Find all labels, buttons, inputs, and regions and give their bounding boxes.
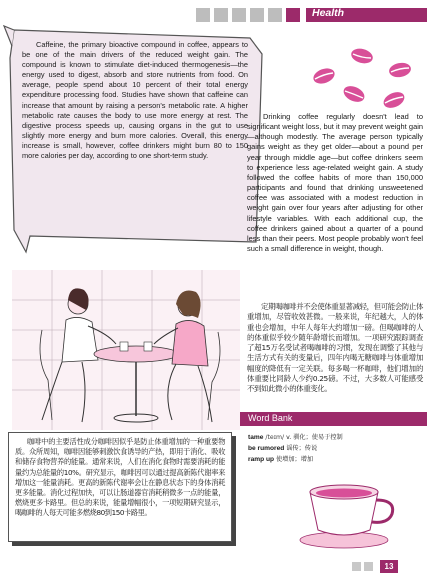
- cafe-illustration: [12, 270, 240, 430]
- word-bank-title: Word Bank: [248, 413, 293, 423]
- word-term: ramp up: [248, 456, 275, 463]
- header-square: [286, 8, 300, 22]
- page-number: 13: [380, 560, 398, 573]
- speech-bubble: [0, 24, 266, 254]
- header-square: [196, 8, 210, 22]
- word-bank-item: [248, 443, 426, 454]
- header-square: [214, 8, 228, 22]
- word-bank-item: [248, 432, 426, 443]
- coffee-cup-icon: [296, 478, 404, 550]
- word-bank-item: [248, 454, 426, 465]
- section-header: [196, 4, 427, 26]
- header-square: [232, 8, 246, 22]
- bubble-paragraph: Caffeine, the primary bioactive compound in coffee, appears to be one of the main drivers of the reduced weight gain. The compound is known to stimulate diet-induced thermogenesis—the energy used to digest, absorb and store nutrients from food. On average, people spend about 10 percent of their total energy expenditure processing food. Studies have shown that caffeine can increase that amount by raising a person's metabolic rate. A higher metabolic rate causes the body to use more energy at rest. The digestive process speeds up, causing organs in the gut to use slightly more energy and burn more calories. Overall, this energy increase is small, however, coffee drinkers might burn 80 to 150 more calories per day, according to one short-term study.: [22, 40, 248, 161]
- chinese-translation-text: 咖啡中的主要活性成分咖啡因似乎是防止体重增加的一种重要物质。众所周知，咖啡因能够刺激饮食诱导的产热，即用于消化、吸收和储存食物营养的能量。通常来说，人们在消化食物时需要消耗的能量约为总能量的10%。研究显示，咖啡因可以通过提高新陈代谢率来增加这一能量消耗。更高的新陈代谢率会让在静息状态下的身体消耗更多能量。消化过程加快，可以让肠道器官消耗稍微多一点的能量，燃烧更多卡路里。但总的来说，能量增幅很小，一项短期研究显示，喝咖啡的人每天可能多燃烧80到150卡路里。: [15, 437, 225, 518]
- header-square: [250, 8, 264, 22]
- word-gloss: v. 驯化；使易于控制: [286, 434, 343, 441]
- page-square: [352, 562, 361, 571]
- word-term: tame: [248, 434, 264, 441]
- chinese-translation-box: [8, 432, 232, 542]
- word-phonetic: /teɪm/: [265, 434, 285, 441]
- word-term: be rumored: [248, 445, 285, 452]
- page-square: [364, 562, 373, 571]
- header-square: [268, 8, 282, 22]
- coffee-beans-icon: [296, 36, 424, 112]
- right-chinese-paragraph: 定期喝咖啡并不会使体重显著减轻，但可能会防止体重增加，尽管收效甚微。一般来说，年纪越大，人的体重也会增加，中年人每年大约增加一磅。但喝咖啡的人的体重似乎较少随年龄增长而增加。一项研究跟踪调查了超15万名受试者喝咖啡的习惯，发现在调整了其他与生活方式有关的变量后，四年内喝无糖咖啡与体重增加幅度的降低有一定关联。每多喝一杯咖啡，他们增加的体重要比同龄人少约0.25磅。不过，大多数人可能感受不到如此微小的体重变化。: [247, 302, 423, 394]
- section-label: Health: [312, 7, 345, 19]
- word-gloss: 谣传；传说: [286, 445, 318, 452]
- word-bank-list: [248, 432, 426, 465]
- word-gloss: 使增加；增加: [275, 456, 314, 463]
- right-english-paragraph: Drinking coffee regularly doesn't lead to significant weight loss, but it may prevent weight gain—although modestly. The average person typically gains weight as they get older—about a pound per year through middle age—but coffee drinkers seem to experience less age-related weight gain. A study followed the coffee habits of more than 150,000 participants and found that drinking unsweetened coffee was associated with a modest reduction in weight gain over four years after adjusting for other lifestyle variables. With each additional cup, the coffee drinkers gained about a quarter of a pound less than their peers. Most people probably won't feel such a small difference in weight, though.: [247, 112, 423, 254]
